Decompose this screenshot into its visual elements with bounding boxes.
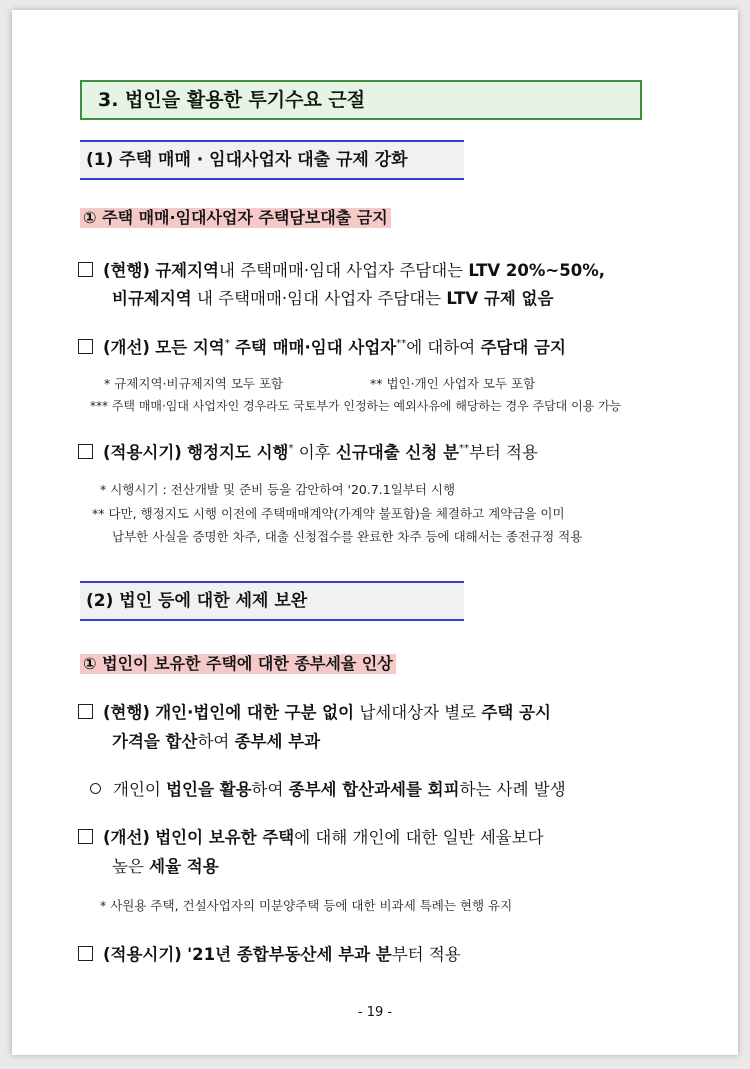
checkbox-icon	[78, 829, 93, 844]
note: 납부한 사실을 증명한 차주, 대출 신청접수를 완료한 차주 등에 대해서는 종전규정 적용	[112, 529, 583, 544]
current-line-2: 비규제지역 내 주택매매·임대 사업자 주담대는 LTV 규제 없음	[112, 289, 554, 308]
section-title: 3. 법인을 활용한 투기수요 근절	[80, 80, 642, 120]
subsection-title-2: (2) 법인 등에 대한 세제 보완	[80, 581, 464, 621]
note: * 규제지역·비규제지역 모두 포함	[104, 376, 284, 391]
note: * 시행시기 : 전산개발 및 준비 등을 감안하여 '20.7.1일부터 시행	[100, 482, 456, 497]
document-page	[12, 10, 738, 1055]
timing-line: (적용시기) '21년 종합부동산세 부과 분부터 적용	[78, 944, 461, 966]
improve-line: (개선) 모든 지역* 주택 매매·임대 사업자**에 대하여 주담대 금지	[78, 337, 566, 359]
circle-bullet-icon	[90, 783, 101, 794]
note: *** 주택 매매·임대 사업자인 경우라도 국토부가 인정하는 예외사유에 해당하는 경우 주담대 이용 가능	[90, 399, 622, 413]
page-number: - 19 -	[357, 1005, 393, 1020]
checkbox-icon	[78, 339, 93, 354]
circle-bullet-line: 개인이 법인을 활용하여 종부세 합산과세를 회피하는 사례 발생	[90, 779, 566, 801]
current-line-1: (현행) 개인·법인에 대한 구분 없이 납세대상자 별로 주택 공시	[78, 702, 551, 724]
note: ** 법인·개인 사업자 모두 포함	[370, 376, 536, 391]
checkbox-icon	[78, 946, 93, 961]
note: * 사원용 주택, 건설사업자의 미분양주택 등에 대한 비과세 특례는 현행 유지	[100, 898, 513, 913]
checkbox-icon	[78, 444, 93, 459]
current-line-1: (현행) 규제지역내 주택매매·임대 사업자 주담대는 LTV 20%~50%,	[78, 260, 605, 282]
subsection-title-1: (1) 주택 매매 · 임대사업자 대출 규제 강화	[80, 140, 464, 180]
note: ** 다만, 행정지도 시행 이전에 주택매매계약(가계약 불포함)을 체결하고 계약금을 이미	[92, 506, 565, 521]
checkbox-icon	[78, 262, 93, 277]
improve-line-1: (개선) 법인이 보유한 주택에 대해 개인에 대한 일반 세율보다	[78, 827, 544, 849]
item-heading-1-1: ① 주택 매매·임대사업자 주택담보대출 금지	[80, 208, 391, 228]
item-heading-2-1: ① 법인이 보유한 주택에 대한 종부세율 인상	[80, 654, 396, 674]
improve-line-2: 높은 세율 적용	[112, 857, 219, 876]
timing-line: (적용시기) 행정지도 시행* 이후 신규대출 신청 분**부터 적용	[78, 442, 538, 464]
checkbox-icon	[78, 704, 93, 719]
current-line-2: 가격을 합산하여 종부세 부과	[112, 732, 321, 751]
